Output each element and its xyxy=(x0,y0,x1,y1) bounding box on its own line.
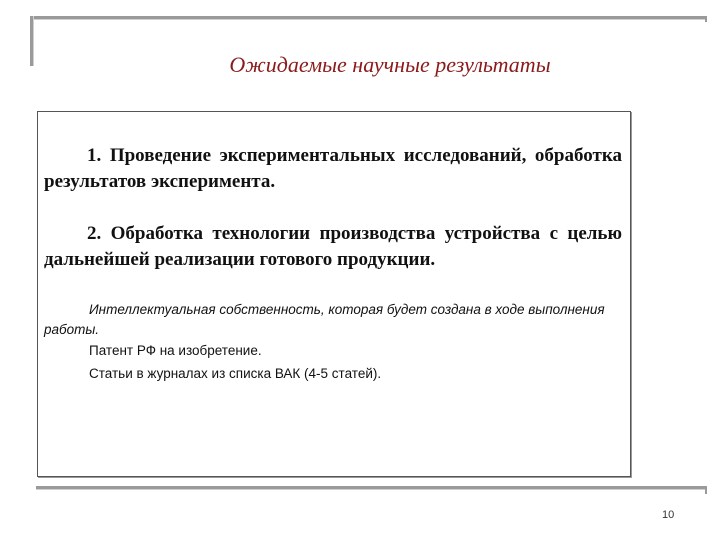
content-box xyxy=(37,111,631,477)
frame-right-tick xyxy=(705,16,707,22)
frame-bottom-line xyxy=(36,486,707,490)
note-articles: Статьи в журналах из списка ВАК (4-5 статей). xyxy=(89,366,382,381)
frame-top-line xyxy=(30,16,707,20)
page-number: 10 xyxy=(662,509,675,521)
note-patent: Патент РФ на изобретение. xyxy=(89,343,262,358)
slide-title: Ожидаемые научные результаты xyxy=(229,52,551,77)
note-intellectual-property: Интеллектуальная собственность, которая будет создана в ходе выполнения работы. xyxy=(44,302,605,337)
frame-bottom-tick xyxy=(705,486,707,494)
result-item-experiments: 1. Проведение экспериментальных исследований, обработка результатов эксперимента. xyxy=(44,145,622,192)
result-item-technology: 2. Обработка технологии производства устройства с целью дальнейшей реализации готового продукции. xyxy=(44,223,622,270)
